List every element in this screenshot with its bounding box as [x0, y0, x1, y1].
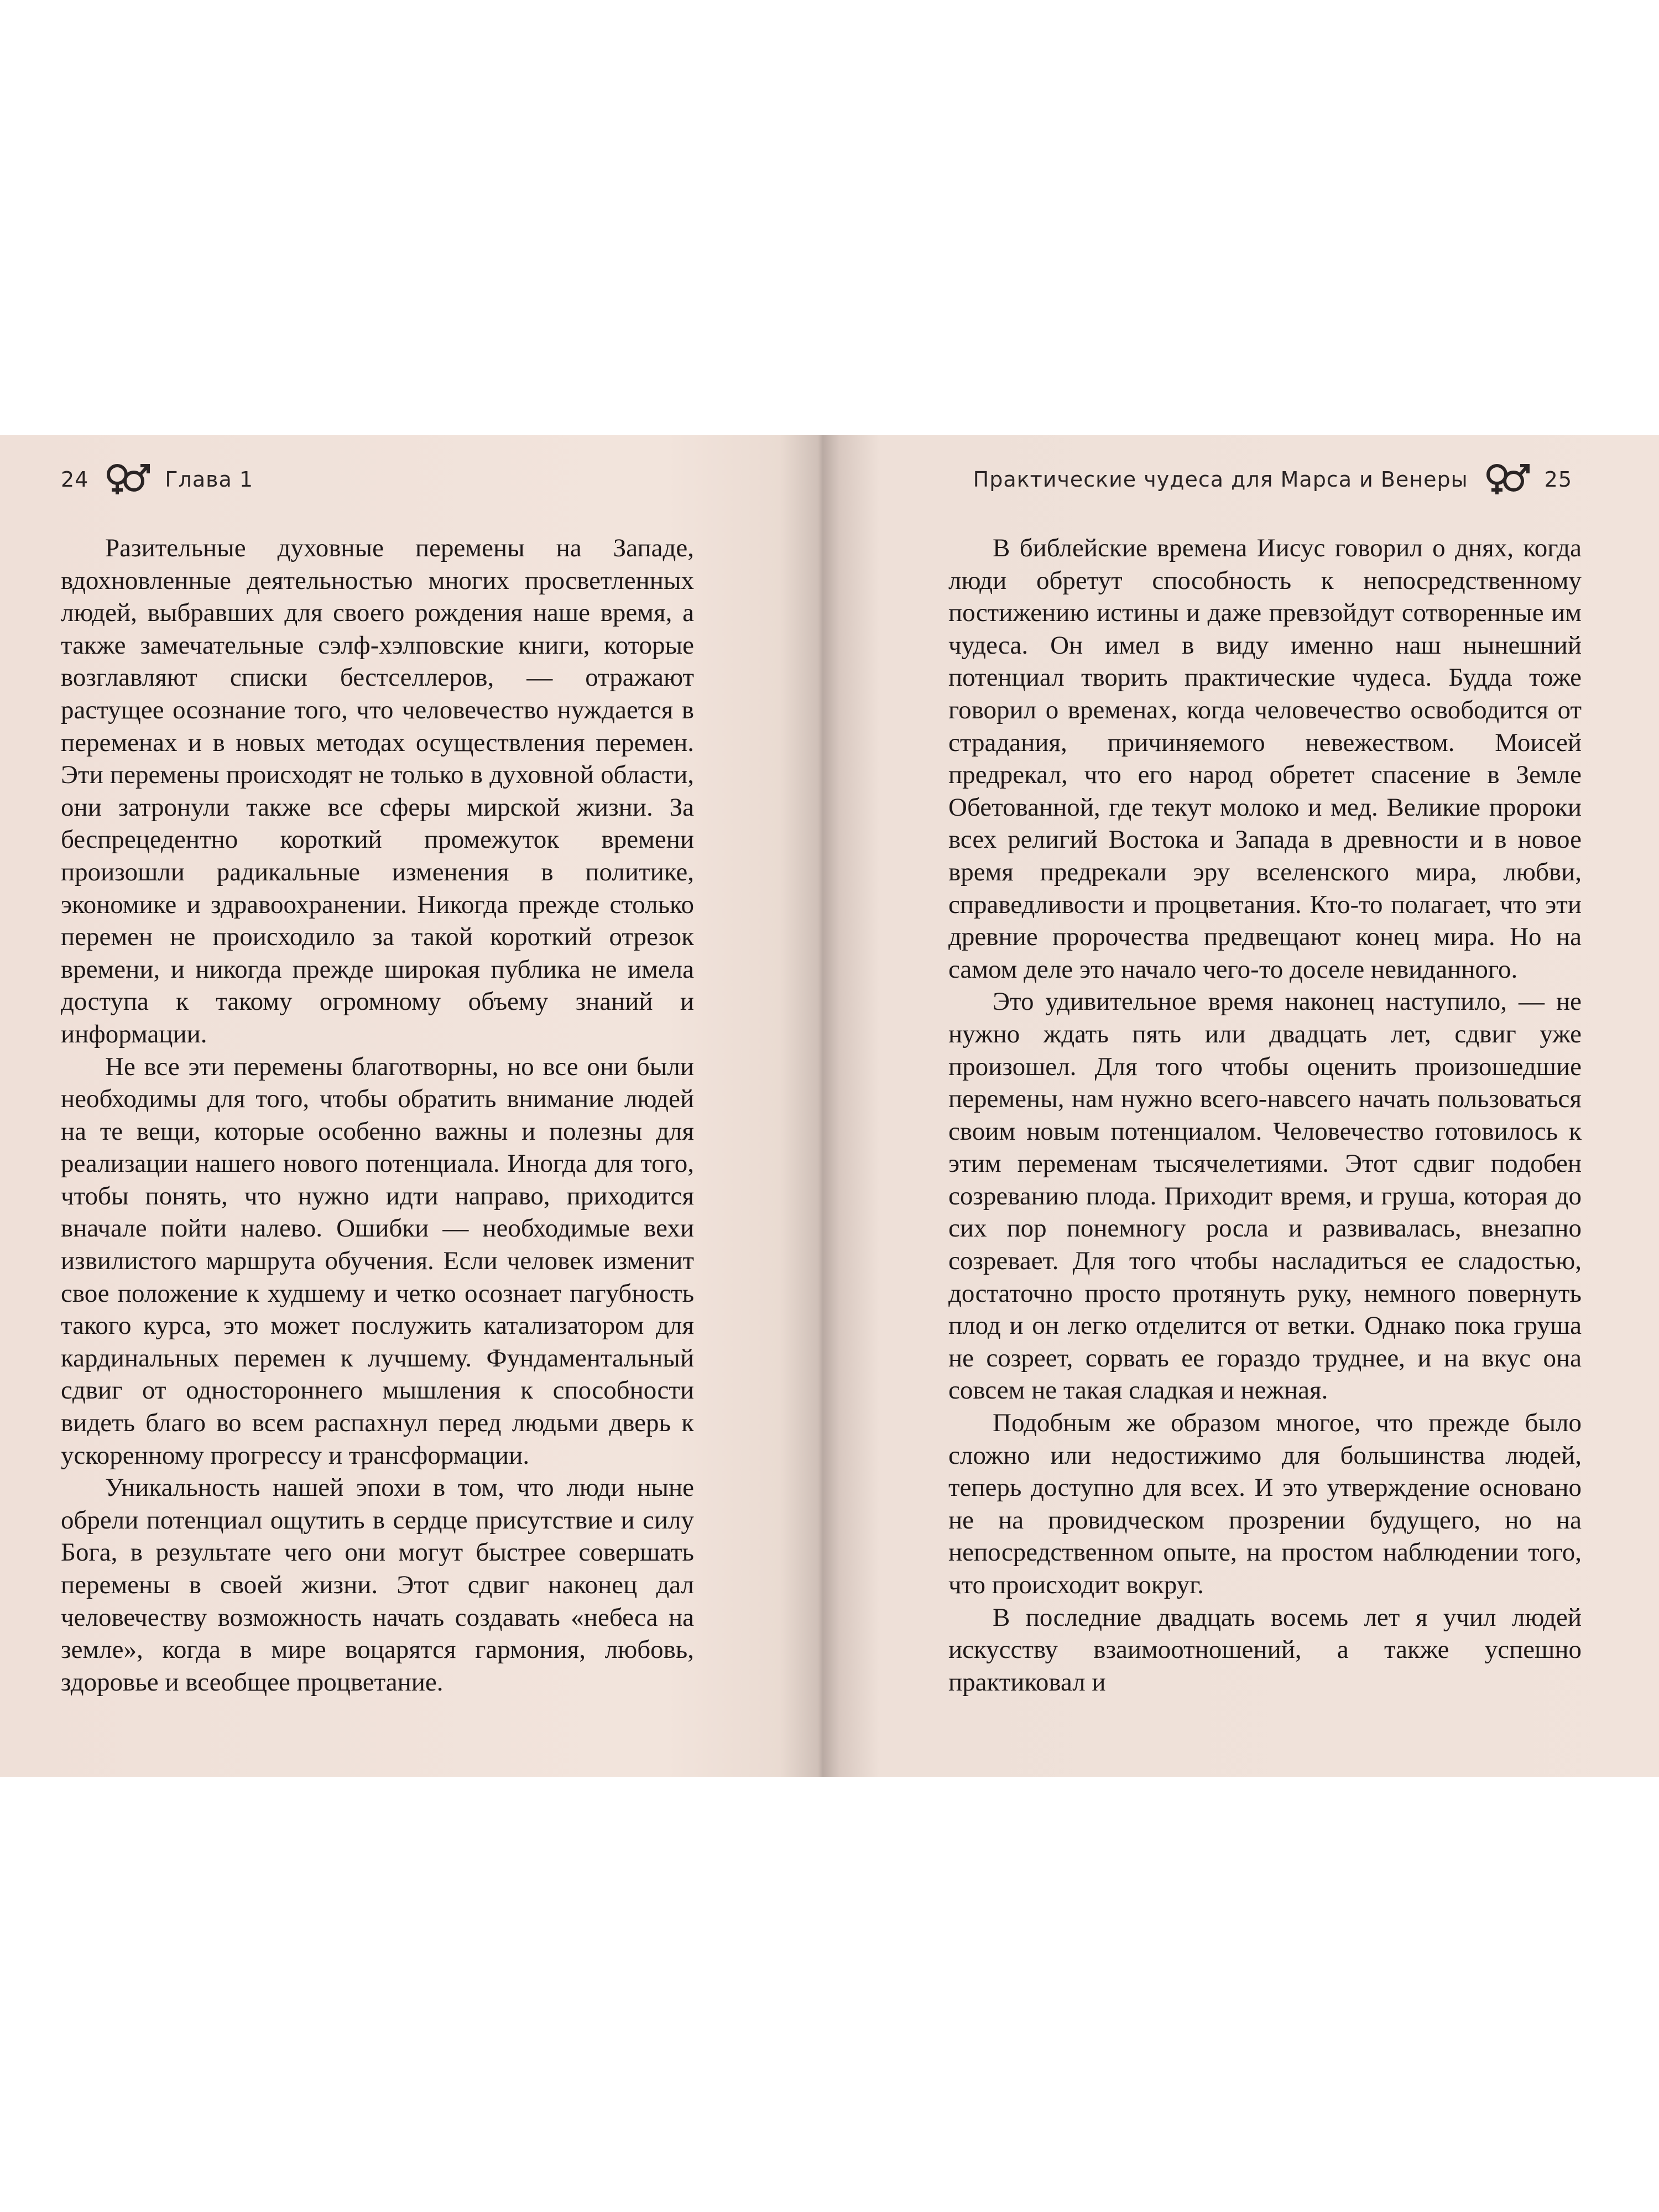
paragraph: В библейские времена Иисус говорил о днях, когда люди обретут способность к непосредственному постижению истины и даже превзойдут сотворенные им чудеса. Он имел в виду именно наш нынешний потенциал творить практические чудеса. Будда тоже говорил о временах, когда человечество освободится от страдания, причиняемого невежеством. Моисей предрекал, что его народ обретет спасение в Земле Обетованной, где текут молоко и мед. Великие пророки всех религий Востока и Запада в древности и в новое время предрекали эру вселенского мира, любви, справедливости и процветания. Кто-то полагает, что эти древние пророчества предвещают конец мира. Но на самом деле это начало чего-то доселе невиданного. [948, 534, 1582, 984]
page-number-left: 24 [61, 467, 89, 492]
left-running-head [61, 460, 253, 499]
paragraph: Уникальность нашей эпохи в том, что люди ныне обрели потенциал ощутить в сердце присутствие и силу Бога, в результате чего они могут быстрее совершать перемены в своей жизни. Этот сдвиг наконец дал человечеству возможность начать создавать «небеса на земле», когда в мире воцарятся гармония, любовь, здоровье и всеобщее процветание. [61, 1473, 694, 1697]
left-text-column [61, 532, 694, 1698]
mars-venus-symbols-icon [1481, 460, 1531, 499]
left-page [0, 435, 818, 1777]
page-number-right: 25 [1544, 467, 1572, 492]
paragraph: Это удивительное время наконец наступило, — не нужно ждать пять или двадцать лет, сдвиг уже произошел. Для того чтобы оценить произошедшие перемены, нам нужно всего-навсего начать пользоваться своим новым потенциалом. Человечество готовилось к этим переменам тысячелетиями. Этот сдвиг подобен созреванию плода. Приходит время, и груша, которая до сих пор понемногу росла и развивалась, внезапно созревает. Для того чтобы насладиться ее сладостью, достаточно просто протянуть руку, немного повернуть плод и он легко отделится от ветки. Однако пока груша не созреет, сорвать ее гораздо труднее, и на вкус она совсем не такая сладкая и нежная. [948, 987, 1582, 1405]
book-spread [0, 435, 1659, 1777]
running-head-book-title: Практические чудеса для Марса и Венеры [973, 467, 1468, 492]
mars-venus-symbols-icon [102, 460, 152, 499]
paragraph: Разительные духовные перемены на Западе, вдохновленные деятельностью многих просветленных людей, выбравших для своего рождения наше время, а также замечательные сэлф-хэлповские книги, которые возглавляют списки бестселлеров, — отражают растущее осознание того, что человечество нуждается в переменах и в новых методах осуществления перемен. Эти перемены происходят не только в духовной области, они затронули также все сферы мирской жизни. За беспрецедентно короткий промежуток времени произошли радикальные изменения в политике, экономике и здравоохранении. Никогда прежде столько перемен не происходило за такой короткий отрезок времени, и никогда прежде широкая публика не имела доступа к такому огромному объему знаний и информации. [61, 534, 694, 1048]
paragraph: В последние двадцать восемь лет я учил людей искусству взаимоотношений, а также успешно практиковал и [948, 1603, 1582, 1697]
right-text-column [948, 532, 1582, 1698]
paragraph: Не все эти перемены благотворны, но все они были необходимы для того, чтобы обратить внимание людей на те вещи, которые особенно важны и полезны для реализации нашего нового потенциала. Иногда для того, чтобы понять, что нужно идти направо, приходится вначале пойти налево. Ошибки — необходимые вехи извилистого маршрута обучения. Если человек изменит свое положение к худшему и четко осознает пагубность такого курса, это может послужить катализатором для кардинальных перемен к лучшему. Фундаментальный сдвиг от одностороннего мышления к способности видеть благо во всем распахнул перед людьми дверь к ускоренному прогрессу и трансформации. [61, 1052, 694, 1470]
right-running-head [973, 460, 1572, 499]
paragraph: Подобным же образом многое, что прежде было сложно или недостижимо для большинства людей, теперь доступно для всех. И это утверждение основано не на провидческом прозрении будущего, но на непосредственном опыте, на простом наблюдении того, что происходит вокруг. [948, 1408, 1582, 1599]
running-head-chapter: Глава 1 [165, 467, 254, 492]
right-page [841, 435, 1659, 1777]
